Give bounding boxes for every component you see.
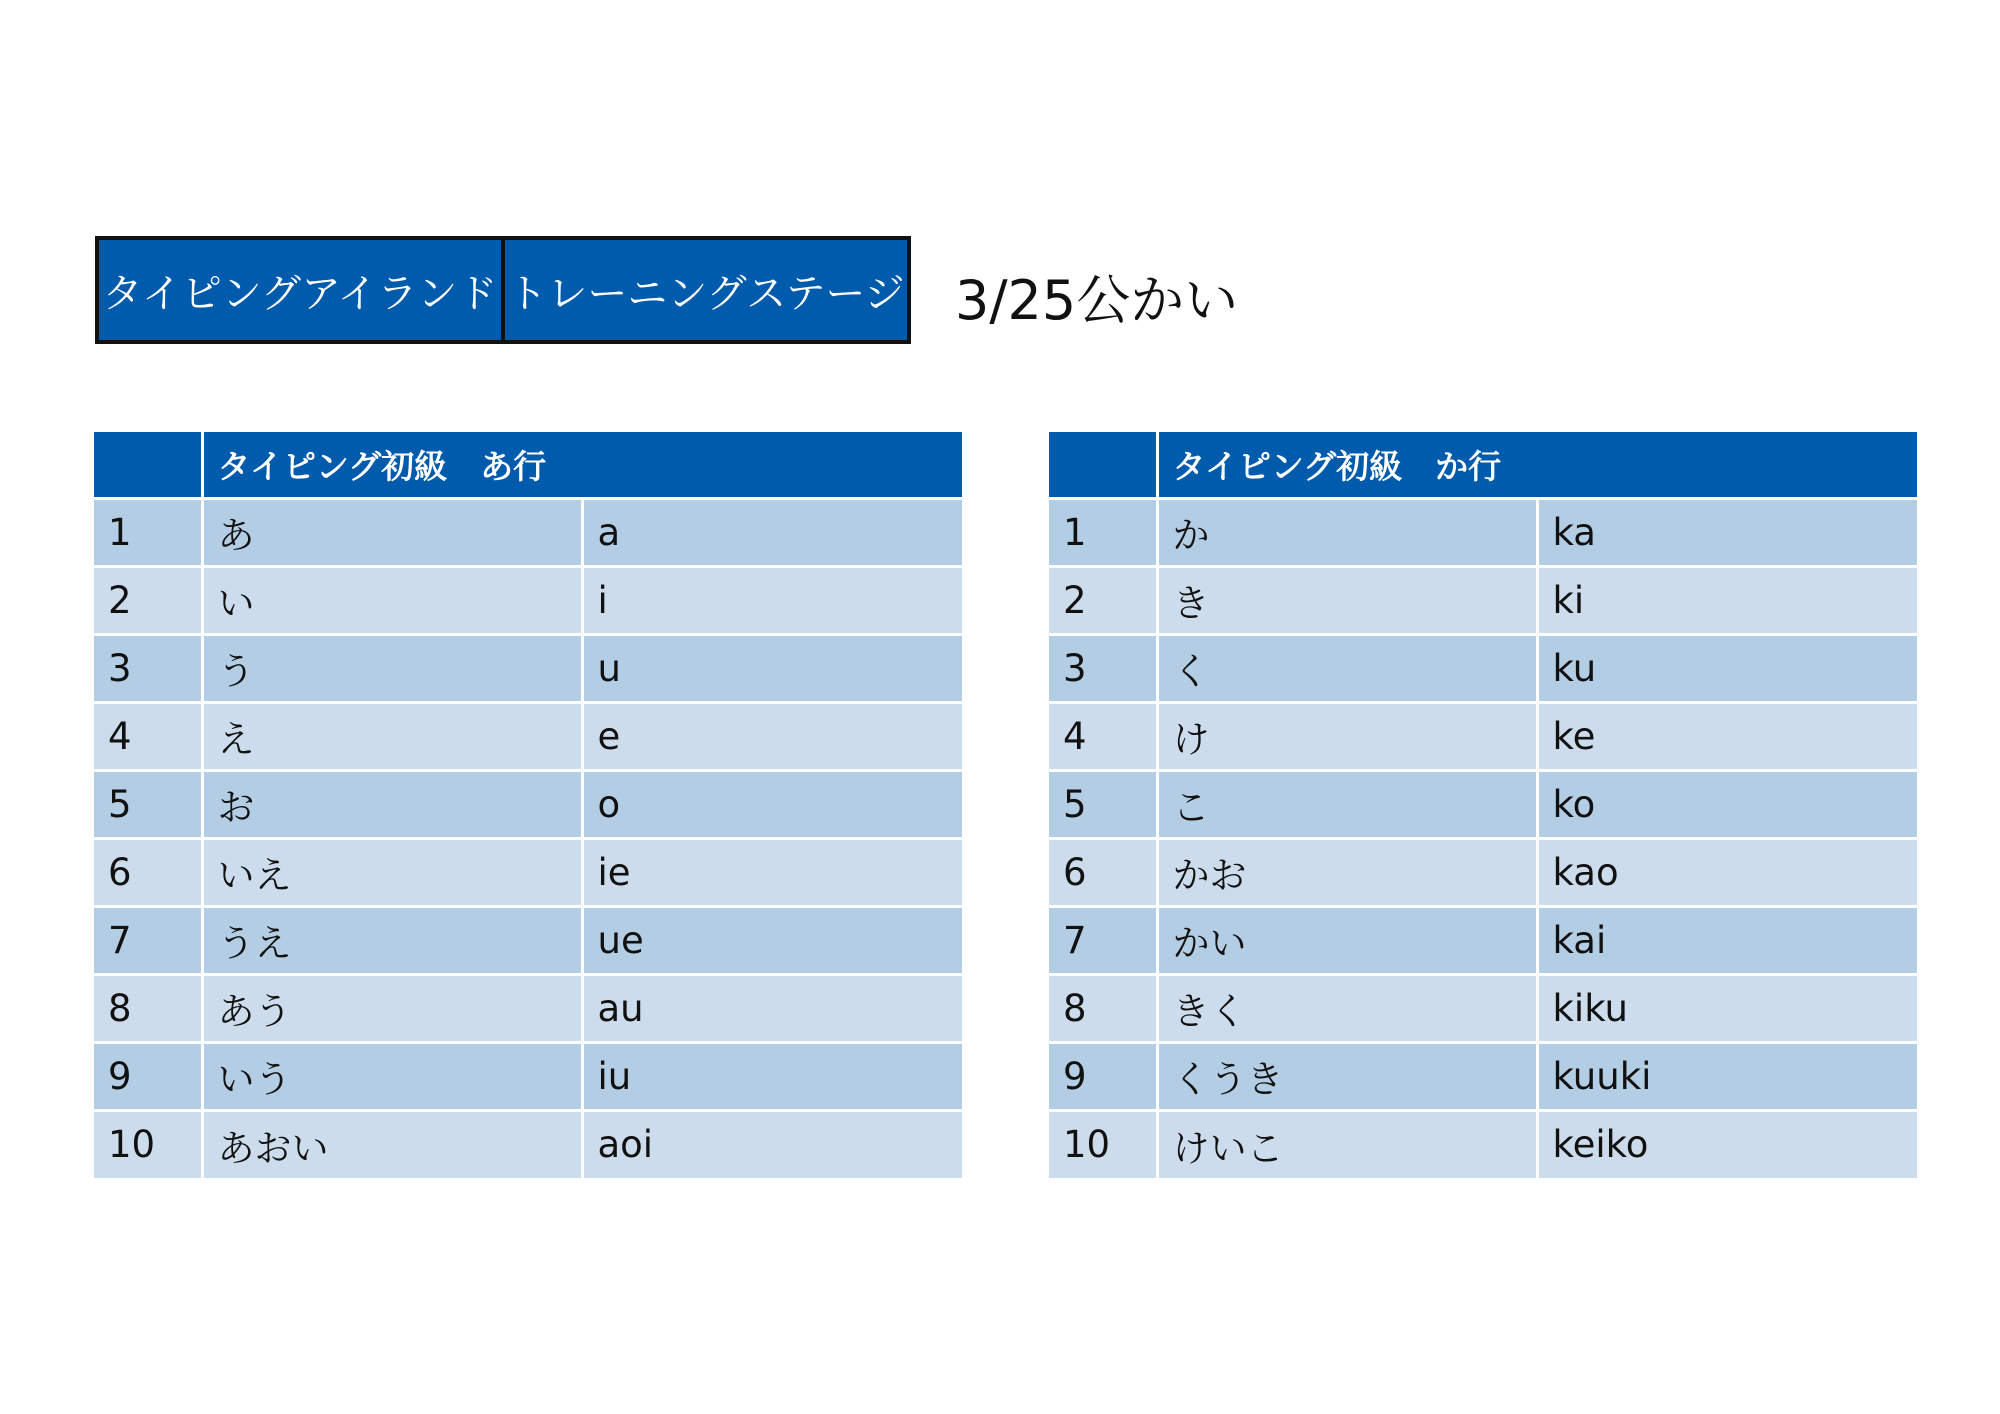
- romaji-cell: kai: [1537, 906, 1917, 974]
- table-row: [1049, 1042, 1917, 1110]
- row-number: 6: [94, 838, 202, 906]
- row-number: 9: [1049, 1042, 1157, 1110]
- kana-cell: あう: [202, 974, 582, 1042]
- row-number: 1: [1049, 498, 1157, 566]
- table-header-blank: [94, 432, 202, 498]
- kana-cell: あおい: [202, 1110, 582, 1178]
- table-row: [94, 702, 962, 770]
- kana-cell: い: [202, 566, 582, 634]
- table-row: [1049, 770, 1917, 838]
- row-number: 1: [94, 498, 202, 566]
- kana-cell: くうき: [1157, 1042, 1537, 1110]
- table-row: [1049, 702, 1917, 770]
- kana-cell: きく: [1157, 974, 1537, 1042]
- row-number: 7: [94, 906, 202, 974]
- table-row: [1049, 1110, 1917, 1178]
- row-number: 3: [1049, 634, 1157, 702]
- romaji-cell: aoi: [582, 1110, 962, 1178]
- kana-cell: いう: [202, 1042, 582, 1110]
- romaji-cell: u: [582, 634, 962, 702]
- kana-cell: お: [202, 770, 582, 838]
- romaji-cell: i: [582, 566, 962, 634]
- table-title: タイピング初級 か行: [1157, 432, 1917, 498]
- romaji-cell: ku: [1537, 634, 1917, 702]
- table-row: [94, 498, 962, 566]
- romaji-cell: iu: [582, 1042, 962, 1110]
- table-a-row: [94, 432, 962, 1178]
- table-header-row: [94, 432, 962, 498]
- row-number: 9: [94, 1042, 202, 1110]
- kana-cell: こ: [1157, 770, 1537, 838]
- kana-cell: かお: [1157, 838, 1537, 906]
- table-row: [1049, 906, 1917, 974]
- kana-cell: か: [1157, 498, 1537, 566]
- page-title: 3/25公かい: [955, 269, 1239, 332]
- row-number: 7: [1049, 906, 1157, 974]
- row-number: 4: [94, 702, 202, 770]
- table-header-row: [1049, 432, 1917, 498]
- table-body: [94, 498, 962, 1178]
- table-row: [1049, 566, 1917, 634]
- romaji-cell: kiku: [1537, 974, 1917, 1042]
- table-row: [1049, 498, 1917, 566]
- row-number: 5: [1049, 770, 1157, 838]
- table-ka-row: [1049, 432, 1917, 1178]
- kana-cell: けいこ: [1157, 1110, 1537, 1178]
- row-number: 10: [94, 1110, 202, 1178]
- row-number: 8: [1049, 974, 1157, 1042]
- table-row: [94, 634, 962, 702]
- table-row: [1049, 634, 1917, 702]
- romaji-cell: a: [582, 498, 962, 566]
- table-row: [94, 974, 962, 1042]
- romaji-cell: ko: [1537, 770, 1917, 838]
- row-number: 3: [94, 634, 202, 702]
- table-row: [94, 906, 962, 974]
- romaji-cell: o: [582, 770, 962, 838]
- romaji-cell: kuuki: [1537, 1042, 1917, 1110]
- header-tab-typing-island: タイピングアイランド: [95, 236, 505, 344]
- kana-cell: あ: [202, 498, 582, 566]
- romaji-cell: ie: [582, 838, 962, 906]
- kana-cell: く: [1157, 634, 1537, 702]
- row-number: 2: [94, 566, 202, 634]
- kana-cell: う: [202, 634, 582, 702]
- row-number: 10: [1049, 1110, 1157, 1178]
- table-row: [94, 770, 962, 838]
- table-row: [1049, 974, 1917, 1042]
- table-row: [94, 838, 962, 906]
- romaji-cell: ue: [582, 906, 962, 974]
- kana-cell: うえ: [202, 906, 582, 974]
- table-body: [1049, 498, 1917, 1178]
- row-number: 5: [94, 770, 202, 838]
- kana-cell: き: [1157, 566, 1537, 634]
- table-row: [1049, 838, 1917, 906]
- row-number: 8: [94, 974, 202, 1042]
- romaji-cell: e: [582, 702, 962, 770]
- row-number: 6: [1049, 838, 1157, 906]
- kana-cell: かい: [1157, 906, 1537, 974]
- table-title: タイピング初級 あ行: [202, 432, 962, 498]
- table-row: [94, 566, 962, 634]
- kana-cell: け: [1157, 702, 1537, 770]
- table-row: [94, 1110, 962, 1178]
- table-header-blank: [1049, 432, 1157, 498]
- romaji-cell: au: [582, 974, 962, 1042]
- romaji-cell: ki: [1537, 566, 1917, 634]
- romaji-cell: ke: [1537, 702, 1917, 770]
- romaji-cell: keiko: [1537, 1110, 1917, 1178]
- romaji-cell: ka: [1537, 498, 1917, 566]
- table-row: [94, 1042, 962, 1110]
- romaji-cell: kao: [1537, 838, 1917, 906]
- header-tab-training-stage: トレーニングステージ: [501, 236, 911, 344]
- row-number: 4: [1049, 702, 1157, 770]
- row-number: 2: [1049, 566, 1157, 634]
- kana-cell: え: [202, 702, 582, 770]
- header-tabs: [95, 236, 911, 344]
- kana-cell: いえ: [202, 838, 582, 906]
